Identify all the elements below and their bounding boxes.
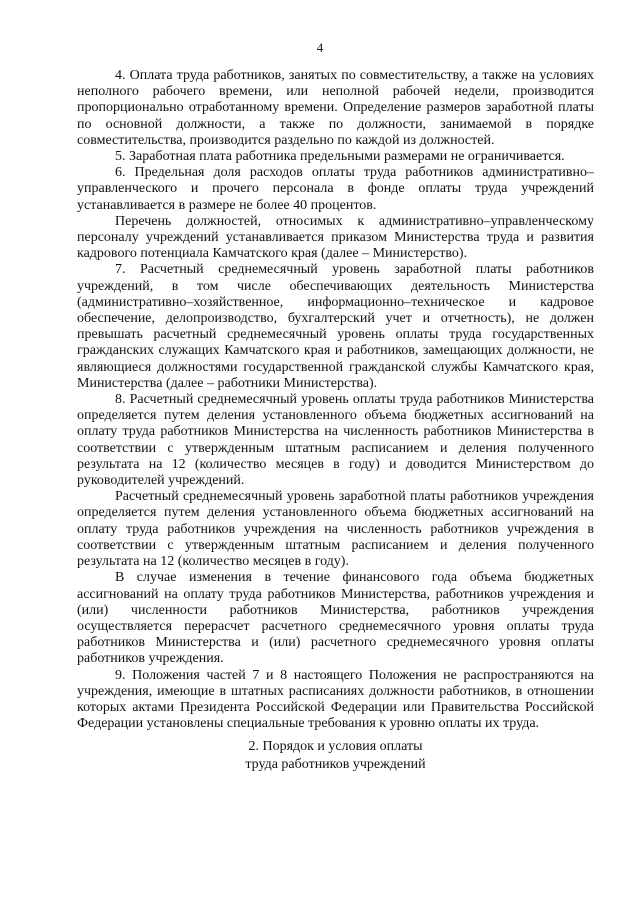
section-heading-line-2: труда работников учреждений — [245, 757, 426, 773]
paragraph-institution-salary-level: Расчетный среднемесячный уровень заработной платы работников учреждения определяется путем деления установленного объема бюджетных ассигнований на оплату труда работников учреждения на численность работников учреждения в соответствии с утвержденным штатным расписанием и деления полученного результата на 12 (количество месяцев в году). — [77, 489, 594, 570]
page-number: 4 — [316, 40, 324, 55]
paragraph-part-8: 8. Расчетный среднемесячный уровень оплаты труда работников Министерства определяется путем деления установленного объема бюджетных ассигнований на оплату труда работников Министерства на численность работников Министерства в соответствии с утвержденным штатным расписанием и деления полученного результата на 12 (количество месяцев в году) и доводится Министерством до руководителей учреждений. — [77, 392, 594, 489]
document-body — [77, 68, 594, 774]
section-heading — [77, 738, 594, 774]
section-heading-line-1: 2. Порядок и условия оплаты — [248, 739, 423, 755]
paragraph-position-list: Перечень должностей, относимых к административно–управленческому персоналу учреждений устанавливается приказом Министерства труда и развития кадрового потенциала Камчатского края (далее – Министерство). — [77, 213, 594, 262]
paragraph-part-5: 5. Заработная плата работника предельными размерами не ограничивается. — [115, 149, 565, 165]
paragraph-part-9: 9. Положения частей 7 и 8 настоящего Положения не распространяются на учреждения, имеющие в штатных расписаниях должности работников, в отношении которых актами Президента Российской Федерации или Правительства Российской Федерации установлены специальные требования к уровню оплаты их труда. — [77, 667, 594, 732]
paragraph-part-6: 6. Предельная доля расходов оплаты труда работников административно–управленческого и прочего персонала в фонде оплаты труда учреждений устанавливается в размере не более 40 процентов. — [77, 165, 594, 213]
paragraph-part-4: 4. Оплата труда работников, занятых по совместительству, а также на условиях неполного рабочего времени, или неполной рабочей недели, производится пропорционально отработанному времени. Определение размеров заработной платы по основной должности, а также по должности, занимаемой в порядке совместительства, производится раздельно по каждой из должностей. — [77, 68, 594, 148]
paragraph-part-7: 7. Расчетный среднемесячный уровень заработной платы работников учреждений, в том числе обеспечивающих деятельность Министерства (административно–хозяйственное, информационно–техническое и кадровое обеспечение, делопроизводство, бухгалтерский учет и отчетность), не должен превышать расчетный среднемесячный уровень оплаты труда государственных гражданских служащих Камчатского края и работников, замещающих должности, не являющиеся должностями государственной гражданской службы Камчатского края, Министерства (далее – работники Министерства). — [77, 262, 594, 391]
paragraph-recalculation: В случае изменения в течение финансового года объема бюджетных ассигнований на оплату труда работников Министерства, работников учреждения и (или) численности работников Министерства, работников учреждения осуществляется перерасчет расчетного среднемесячного уровня оплаты труда работников Министерства и (или) расчетного среднемесячного уровня оплаты работников учреждения. — [77, 570, 594, 667]
